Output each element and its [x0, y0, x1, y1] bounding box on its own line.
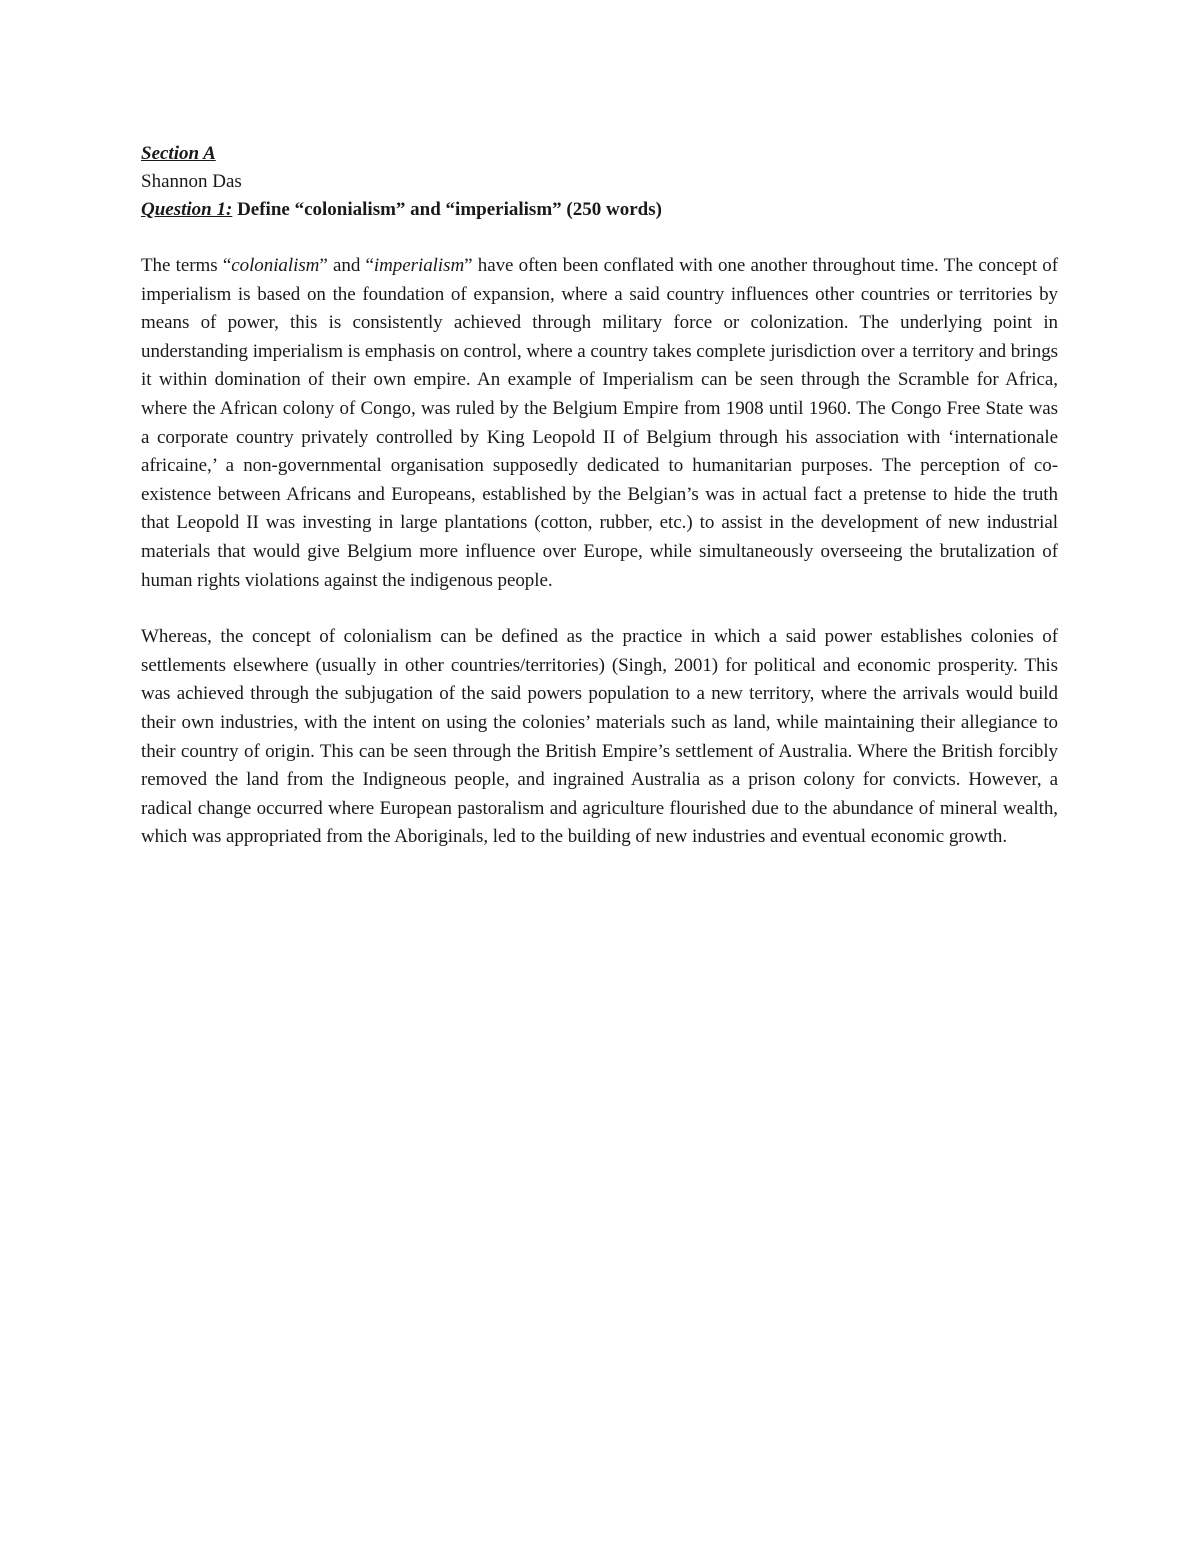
term-imperialism: imperialism	[373, 255, 465, 276]
author-name: Shannon Das	[141, 171, 242, 192]
paragraph-text: The terms “	[141, 255, 232, 276]
blank-line	[141, 595, 1058, 623]
paragraph-text: ” have often been conflated with one another throughout time. The concept of imperialism is based on the foundation of expansion, where a said country influences other countries or territories by means of power, this is consistently achieved through military force or colonization. The underlying point in understanding imperialism is emphasis on control, where a country takes complete jurisdiction over a territory and brings it within domination of their own empire. An example of Imperialism can be seen through the Scramble for Africa, where the African colony of Congo, was ruled by the Belgium Empire from 1908 until 1960. The Congo Free State was a corporate country privately controlled by King Leopold II of Belgium through his association with ‘internationale africaine,’ a non-governmental organisation supposedly dedicated to humanitarian purposes. The perception of co-existence between Africans and Europeans, established by the Belgian’s was in actual fact a pretense to hide the truth that Leopold II was investing in large plantations (cotton, rubber, etc.) to assist in the development of new industrial materials that would give Belgium more influence over Europe, while simultaneously overseeing the brutalization of human rights violations against the indigenous people.	[141, 255, 1058, 591]
question-text: Define “colonialism” and “imperialism” (250 words)	[232, 199, 662, 220]
blank-line	[141, 224, 1058, 252]
paragraph-text: ” and “	[319, 255, 374, 276]
paragraph-imperialism	[141, 252, 1058, 595]
paragraph-colonialism: Whereas, the concept of colonialism can be defined as the practice in which a said power establishes colonies of settlements elsewhere (usually in other countries/territories) (Singh, 2001) for political and economic prosperity. This was achieved through the subjugation of the said powers population to a new territory, where the arrivals would build their own industries, with the intent on using the colonies’ materials such as land, while maintaining their allegiance to their country of origin. This can be seen through the British Empire’s settlement of Australia. Where the British forcibly removed the land from the Indigneous people, and ingrained Australia as a prison colony for convicts. However, a radical change occurred where European pastoralism and agriculture flourished due to the abundance of mineral wealth, which was appropriated from the Aboriginals, led to the building of new industries and eventual economic growth.	[141, 626, 1058, 848]
section-title: Section A	[141, 143, 216, 164]
question-heading	[141, 196, 1058, 224]
term-colonialism: colonialism	[231, 255, 320, 276]
document-page	[141, 140, 1058, 852]
question-label: Question 1:	[141, 199, 233, 220]
